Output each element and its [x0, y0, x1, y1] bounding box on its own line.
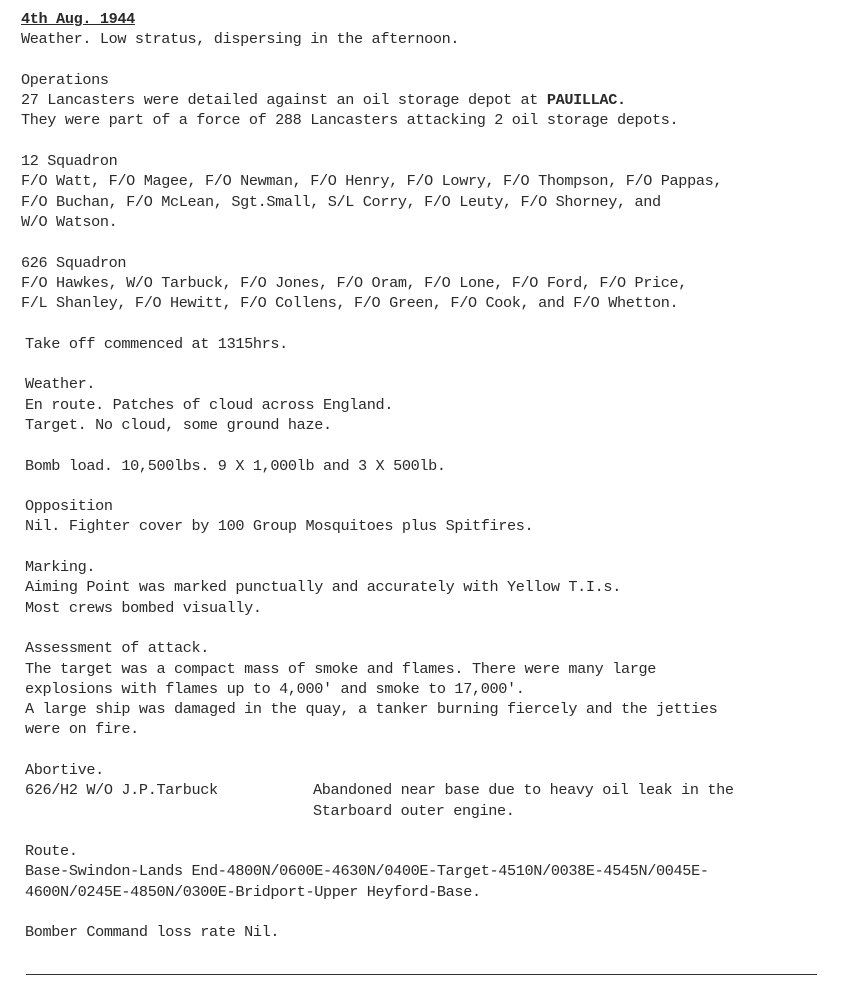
abortive-reason-line: Starboard outer engine. [313, 801, 515, 820]
opposition-heading: Opposition [25, 497, 113, 516]
operations-line-1 [21, 90, 831, 110]
assessment-line: The target was a compact mass of smoke and flames. There were many large [25, 659, 657, 678]
assessment-line: A large ship was damaged in the quay, a tanker burning fiercely and the jetties [25, 700, 718, 719]
abortive-reason [313, 780, 734, 821]
date-heading: 4th Aug. 1944 [21, 10, 135, 28]
assessment-line: explosions with flames up to 4,000' and smoke to 17,000'. [25, 679, 525, 698]
weather-line: En route. Patches of cloud across England. [25, 395, 394, 414]
operations-heading: Operations [21, 70, 109, 89]
marking-heading: Marking. [25, 558, 96, 577]
squadron-12-heading: 12 Squadron [21, 152, 118, 171]
route-heading: Route. [25, 842, 78, 861]
abortive-heading: Abortive. [25, 760, 104, 779]
abortive-entry [21, 780, 831, 821]
target-name: PAUILLAC. [546, 91, 626, 110]
loss-rate: Bomber Command loss rate Nil. [25, 923, 280, 942]
abortive-aircraft: 626/H2 W/O J.P.Tarbuck [25, 781, 218, 800]
takeoff-time: Take off commenced at 1315hrs. [25, 334, 288, 353]
opposition-text: Nil. Fighter cover by 100 Group Mosquitoes plus Spitfires. [25, 517, 534, 536]
weather-line: Target. No cloud, some ground haze. [25, 415, 332, 434]
bomb-load: Bomb load. 10,500lbs. 9 X 1,000lb and 3 X 500lb. [25, 456, 446, 475]
operations-line-1-text: 27 Lancasters were detailed against an oil storage depot at [21, 91, 547, 110]
squadron-626-crew-line: F/O Hawkes, W/O Tarbuck, F/O Jones, F/O Oram, F/O Lone, F/O Ford, F/O Price, [21, 273, 688, 292]
squadron-12-crew-line: F/O Buchan, F/O McLean, Sgt.Small, S/L Corry, F/O Leuty, F/O Shorney, and [21, 192, 661, 211]
squadron-626-heading: 626 Squadron [21, 253, 127, 272]
assessment-heading: Assessment of attack. [25, 639, 210, 658]
assessment-line: were on fire. [25, 720, 139, 739]
route-line: 4600N/0245E-4850N/0300E-Bridport-Upper Heyford-Base. [25, 882, 481, 901]
squadron-12-crew-line: F/O Watt, F/O Magee, F/O Newman, F/O Henry, F/O Lowry, F/O Thompson, F/O Pappas, [21, 172, 723, 191]
marking-line: Aiming Point was marked punctually and accurately with Yellow T.I.s. [25, 578, 621, 597]
bottom-divider [26, 974, 817, 975]
operations-line-2: They were part of a force of 288 Lancasters attacking 2 oil storage depots. [21, 111, 679, 130]
marking-line: Most crews bombed visually. [25, 598, 262, 617]
weather-heading: Weather. [25, 375, 96, 394]
squadron-626-crew-line: F/L Shanley, F/O Hewitt, F/O Collens, F/O Green, F/O Cook, and F/O Whetton. [21, 294, 679, 313]
weather-summary: Weather. Low stratus, dispersing in the afternoon. [21, 30, 460, 49]
abortive-reason-line: Abandoned near base due to heavy oil leak in the [313, 781, 734, 800]
squadron-12-crew-line: W/O Watson. [21, 212, 118, 231]
route-line: Base-Swindon-Lands End-4800N/0600E-4630N/0400E-Target-4510N/0038E-4545N/0045E- [25, 862, 709, 881]
operations-record-page [21, 9, 831, 943]
